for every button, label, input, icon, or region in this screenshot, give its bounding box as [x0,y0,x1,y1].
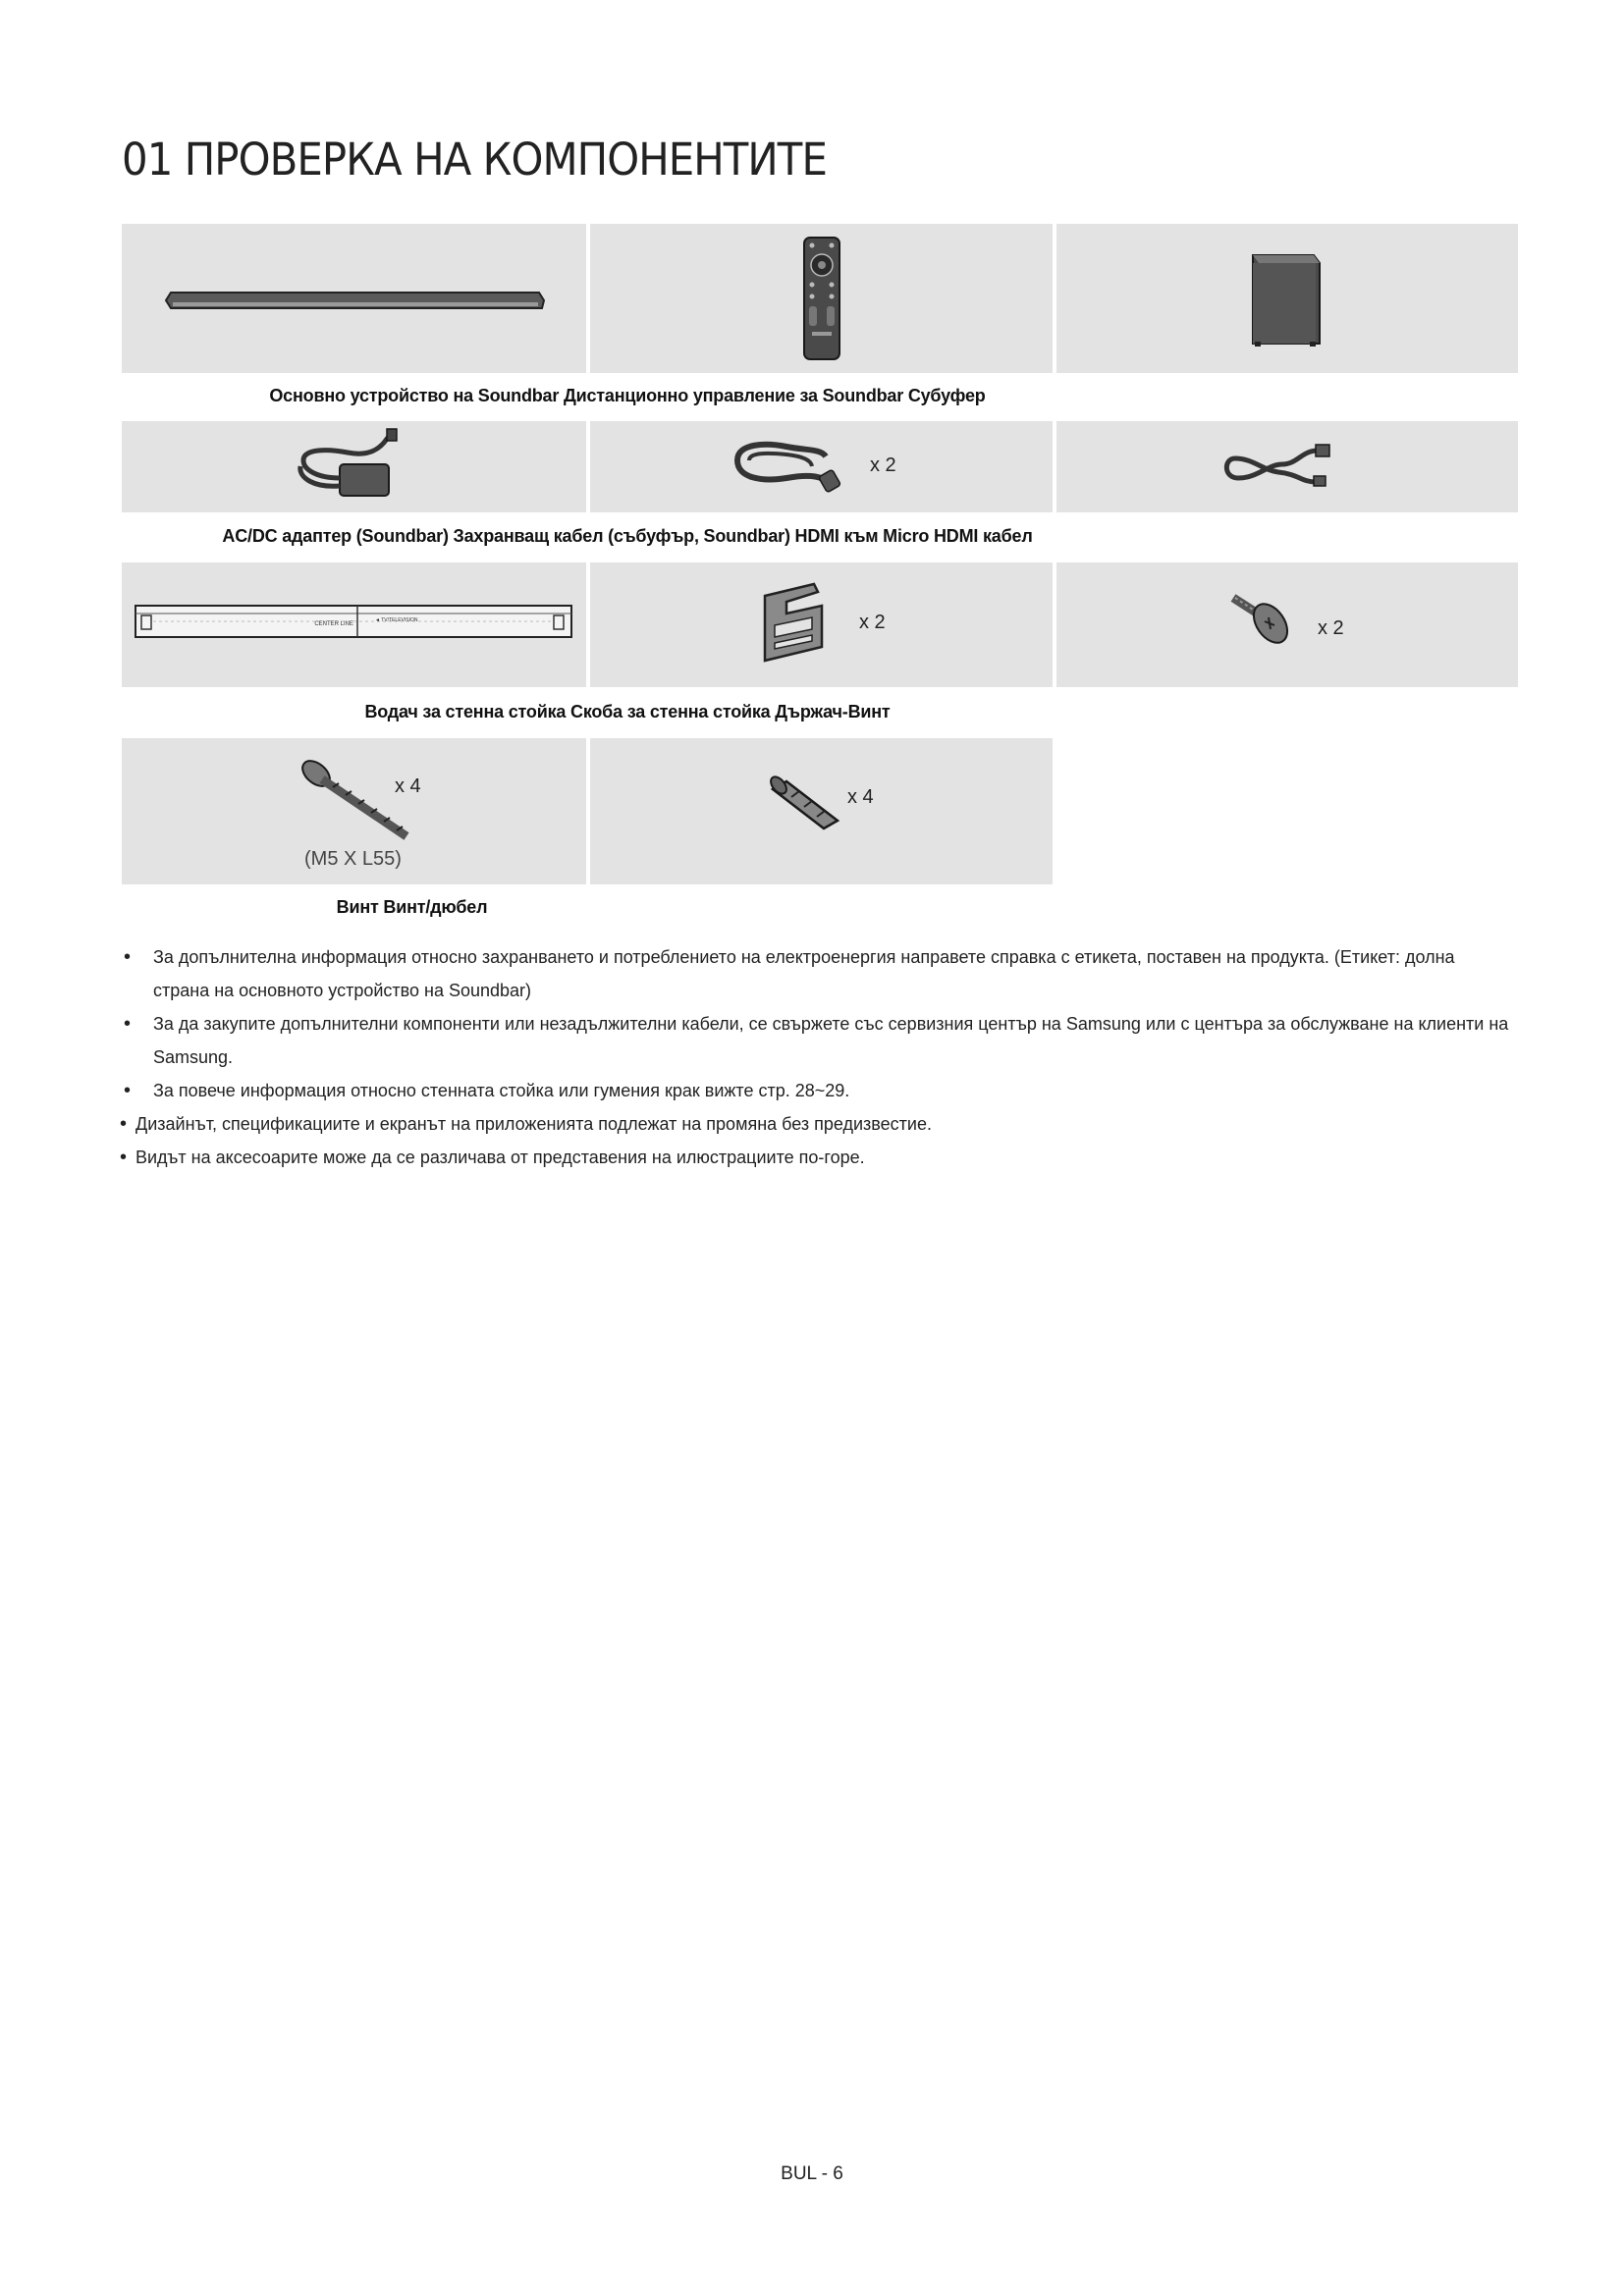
remote-control-illustration [590,224,1053,373]
screw-size: (M5 X L55) [304,848,402,870]
remote-control-cell [590,224,1053,373]
holder-screw-cell [1056,562,1518,687]
note-item [120,1074,1514,1107]
bullet: • [124,1080,132,1101]
notes-list [120,940,1514,1174]
wall-mount-guide-labels [122,562,586,687]
subwoofer-cell [1056,224,1518,373]
bullet: • [120,1147,128,1168]
holder-screw-quantity: x 2 [1318,617,1344,639]
note-item [120,1141,1514,1174]
note-item [120,1107,1514,1141]
row1-caption: Основно устройство на Soundbar Дистанционно управление за Soundbar Субуфер [269,386,986,405]
note-item [120,940,1514,1007]
bullet: • [124,1013,132,1035]
soundbar-main-unit-cell [122,224,586,373]
power-cable-quantity: x 2 [870,454,896,476]
ac-dc-adapter-illustration [122,421,586,512]
anchor-quantity: x 4 [847,786,874,808]
row3-caption: Водач за стенна стойка Скоба за стенна стойка Държач-Винт [364,702,891,721]
note-item [120,1007,1514,1074]
note-text: Видът на аксесоарите може да се различава от представения на илюстрациите по-горе. [135,1148,865,1167]
note-text: За повече информация относно стенната стойка или гумения крак вижте стр. 28~29. [153,1081,850,1100]
guide-label-left: CENTER LINE [314,621,353,627]
hdmi-cable-illustration [1056,421,1518,512]
bullet: • [124,946,132,968]
guide-label-right: ◄ TV/TELEVISION [375,617,418,623]
power-cable-illustration [590,421,1053,512]
page-title: 01 ПРОВЕРКА НА КОМПОНЕНТИТЕ [122,133,827,186]
ac-dc-adapter-cell [122,421,586,512]
anchor-illustration [590,738,1053,884]
note-text: За да закупите допълнителни компоненти или незадължителни кабели, се свържете със сервизния център на Samsung или с центъра за обслужване на клиенти на Samsung. [153,1014,1509,1067]
note-text: Дизайнът, спецификациите и екранът на приложенията подлежат на промяна без предизвестие. [135,1114,932,1134]
page-number: BUL - 6 [781,2163,843,2184]
soundbar-illustration [122,224,586,373]
anchor-cell [590,738,1053,884]
subwoofer-illustration [1056,224,1518,373]
holder-screw-illustration [1056,562,1518,687]
screw-quantity: x 4 [395,775,421,797]
hdmi-cable-cell [1056,421,1518,512]
bracket-quantity: x 2 [859,612,886,633]
power-cable-cell [590,421,1053,512]
wall-mount-guide-cell [122,562,586,687]
screw-cell [122,738,586,884]
wall-mount-bracket-cell [590,562,1053,687]
bullet: • [120,1113,128,1135]
row4-caption: Винт Винт/дюбел [336,897,488,917]
note-text: За допълнителна информация относно захранването и потреблението на електроенергия направете справка с етикета, поставен на продукта. (Етикет: долна страна на основното устройство на Soundbar) [153,947,1455,1000]
wall-mount-bracket-illustration [590,562,1053,687]
row2-caption: AC/DC адаптер (Soundbar) Захранващ кабел (събуфър, Soundbar) HDMI към Micro HDMI кабел [222,526,1033,546]
